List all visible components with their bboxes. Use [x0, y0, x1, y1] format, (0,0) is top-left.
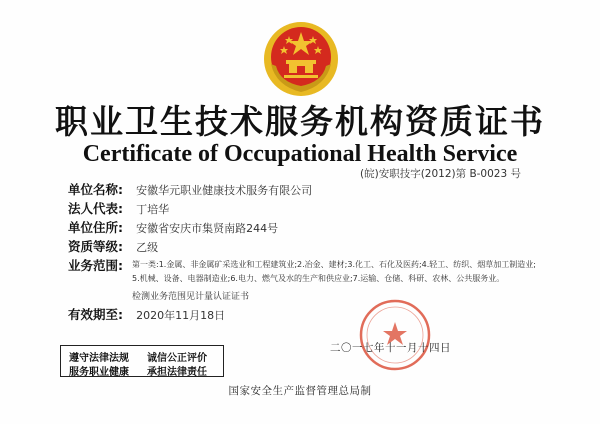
field-address — [68, 218, 278, 236]
business-scope-text — [132, 258, 572, 286]
scope-line: 5.机械、设备、电器制造业;6.电力、燃气及水的生产和供应业;7.运输、仓储、科研、农林、公共服务业。 — [132, 274, 505, 283]
official-seal-icon — [358, 298, 432, 372]
field-label: 单位住所: — [68, 220, 123, 235]
issue-date: 二〇一七年十一月十四日 — [330, 342, 451, 354]
motto-text: 服务职业健康 — [69, 367, 129, 378]
field-label: 单位名称: — [68, 182, 123, 197]
field-value: 安徽华元职业健康技术服务有限公司 — [136, 184, 313, 197]
field-label: 资质等级: — [68, 239, 123, 254]
certificate-number: (皖)安职技字(2012)第 B-0023 号 — [360, 168, 521, 180]
scope-note: 检测业务范围见计量认证证书 — [132, 292, 250, 302]
field-label: 有效期至: — [68, 307, 123, 322]
field-label: 法人代表: — [68, 201, 123, 216]
field-business-scope — [68, 256, 132, 274]
field-legal-representative — [68, 199, 169, 217]
field-value: 丁培华 — [136, 203, 170, 216]
field-value: 安徽省安庆市集贤南路244号 — [136, 222, 279, 235]
certificate-title-cn: 职业卫生技术服务机构资质证书 — [55, 102, 545, 141]
field-value: 乙级 — [136, 241, 159, 254]
field-unit-name — [68, 180, 312, 198]
motto-box — [60, 345, 224, 377]
certificate-title-en: Certificate of Occupational Health Service — [82, 141, 518, 167]
field-qualification-grade — [68, 237, 158, 255]
scope-line: 第一类:1.金属、非金属矿采选业和工程建筑业;2.冶金、建材;3.化工、石化及医药;4.轻工、纺织、烟草加工制造业; — [132, 260, 537, 269]
field-label: 业务范围: — [68, 258, 123, 273]
field-value: 2020年11月18日 — [136, 309, 226, 322]
national-emblem-icon — [262, 20, 340, 98]
motto-text: 遵守法律法规 — [69, 353, 129, 364]
issuing-authority: 国家安全生产监督管理总局制 — [228, 385, 372, 397]
motto-text: 承担法律责任 — [147, 367, 207, 378]
field-valid-until — [68, 305, 225, 323]
motto-text: 诚信公正评价 — [147, 353, 207, 364]
